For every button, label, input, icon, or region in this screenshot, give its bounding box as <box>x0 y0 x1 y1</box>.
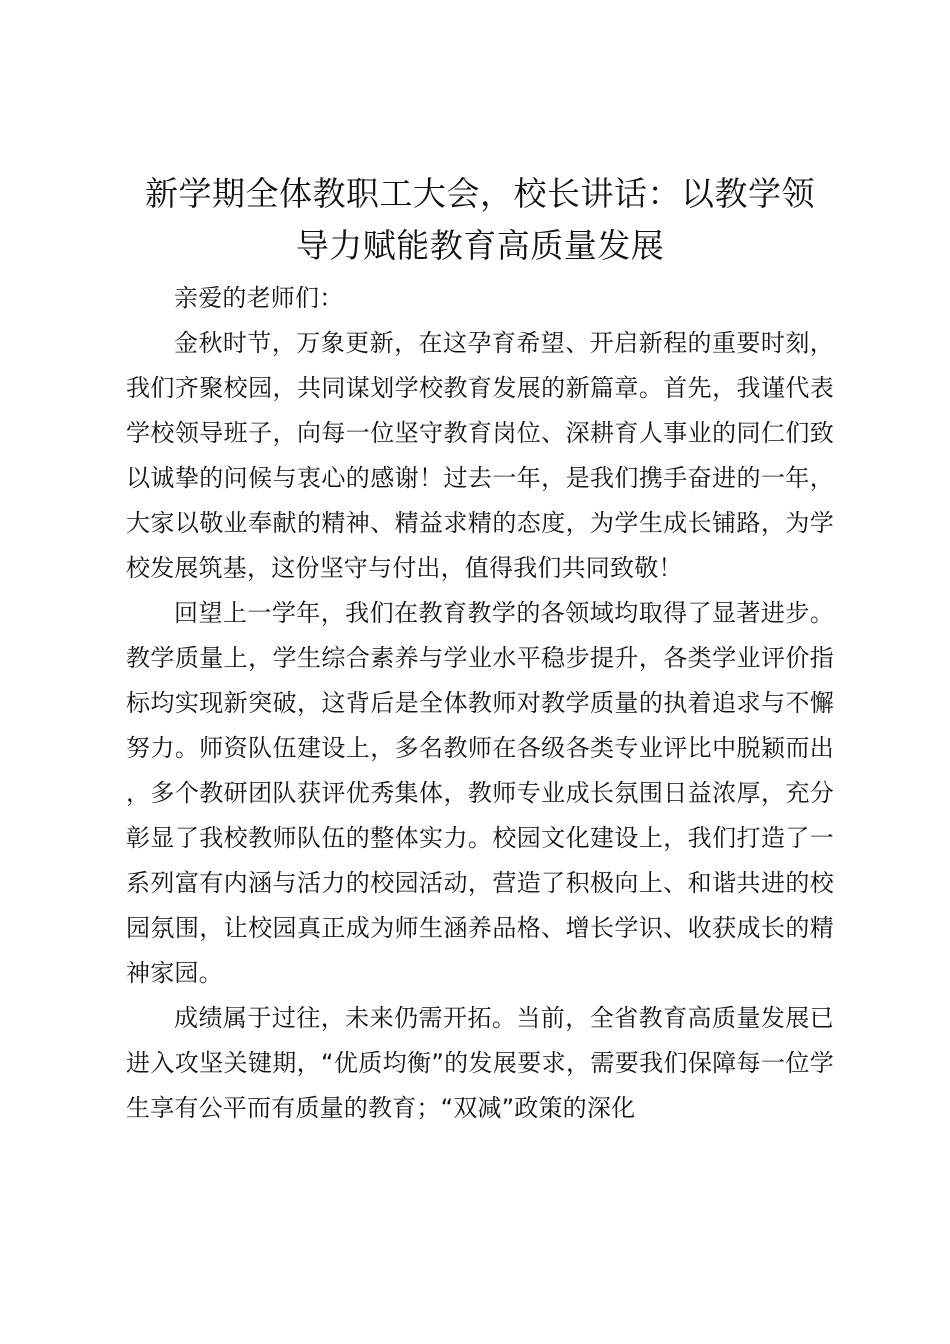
title-line-2: 导力赋能教育高质量发展 <box>295 226 665 265</box>
document-title <box>126 168 834 272</box>
paragraph-1: 金秋时节，万象更新，在这孕育希望、开启新程的重要时刻，我们齐聚校园，共同谋划学校教育发展的新篇章。首先，我谨代表学校领导班子，向每一位坚守教育岗位、深耕育人事业的同仁们致以诚挚的问候与衷心的感谢！过去一年，是我们携手奋进的一年，大家以敬业奉献的精神、精益求精的态度，为学生成长铺路，为学校发展筑基，这份坚守与付出，值得我们共同致敬！ <box>126 329 834 582</box>
paragraph-2: 回望上一学年，我们在教育教学的各领域均取得了显著进步。教学质量上，学生综合素养与学业水平稳步提升，各类学业评价指标均实现新突破，这背后是全体教师对教学质量的执着追求与不懈努力。师资队伍建设上，多名教师在各级各类专业评比中脱颖而出，多个教研团队获评优秀集体，教师专业成长氛围日益浓厚，充分彰显了我校教师队伍的整体实力。校园文化建设上，我们打造了一系列富有内涵与活力的校园活动，营造了积极向上、和谐共进的校园氛围，让校园真正成为师生涵养品格、增长学识、收获成长的精神家园。 <box>126 599 834 987</box>
document-body <box>126 276 834 1131</box>
document-page <box>126 168 834 1131</box>
title-line-1: 新学期全体教职工大会，校长讲话：以教学领 <box>145 174 815 213</box>
salutation: 亲爱的老师们： <box>174 284 344 312</box>
paragraph-3: 成绩属于过往，未来仍需开拓。当前，全省教育高质量发展已进入攻坚关键期，“优质均衡”的发展要求，需要我们保障每一位学生享有公平而有质量的教育；“双减”政策的深化 <box>126 1004 834 1122</box>
